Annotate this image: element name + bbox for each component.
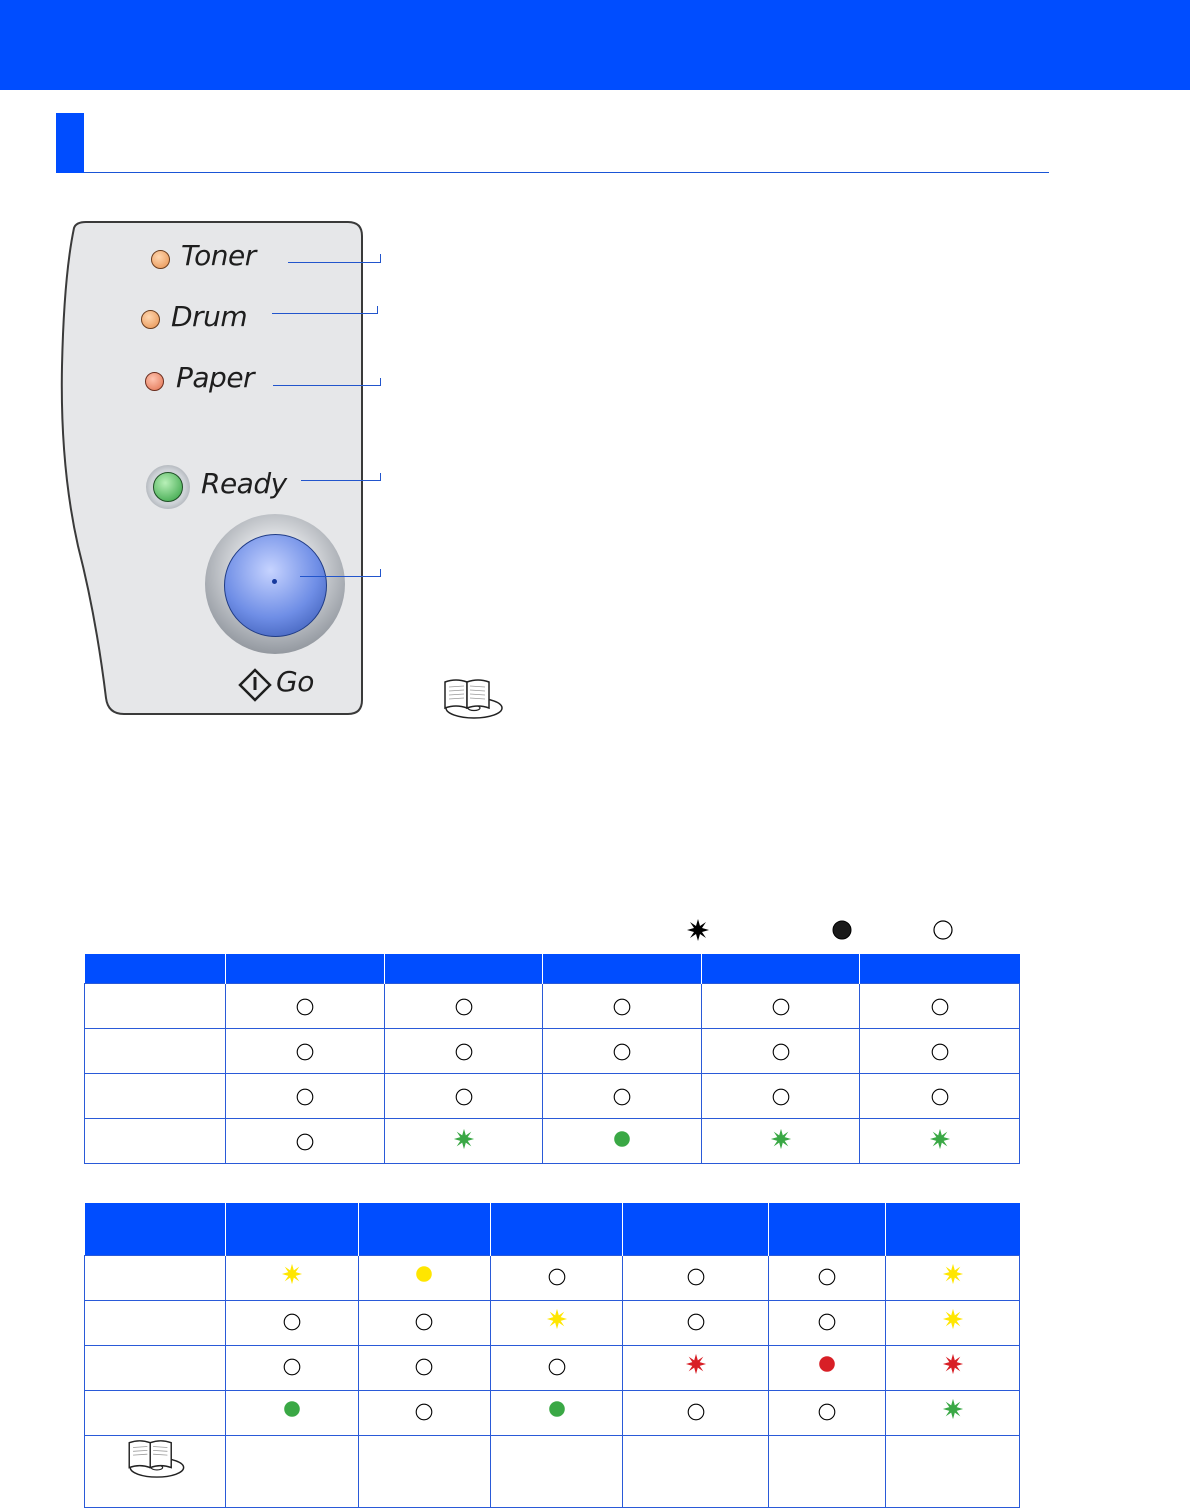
table1-state-cell [543, 983, 702, 1028]
table1-state-cell [384, 1073, 543, 1118]
table1-row [85, 983, 1020, 1028]
go-start-icon [238, 668, 272, 702]
led-blink-green-icon [453, 1128, 475, 1150]
table2-state-cell [225, 1390, 358, 1435]
table2-state-cell [358, 1390, 490, 1435]
table2-reference-row [85, 1435, 1020, 1507]
toner-led [151, 250, 170, 269]
led-off-icon [611, 1041, 633, 1063]
table2-header-cell [886, 1203, 1020, 1255]
table2-reference-cell [225, 1435, 358, 1507]
table2-row-label-cell [85, 1345, 226, 1390]
led-on-green-icon [611, 1128, 633, 1150]
go-button[interactable] [224, 534, 327, 637]
table1-state-cell [384, 1028, 543, 1073]
led-blink-green-icon [942, 1398, 964, 1420]
status-table-errors [84, 1203, 1020, 1508]
led-off-icon [281, 1311, 303, 1333]
table1-state-cell [384, 1118, 543, 1163]
table1-state-cell [860, 1118, 1020, 1163]
cd-manual-icon [124, 1437, 186, 1479]
led-on-green-icon [281, 1398, 303, 1420]
led-off-icon [453, 1086, 475, 1108]
table1-row [85, 1118, 1020, 1163]
led-off-icon [413, 1401, 435, 1423]
table2-header-cell [358, 1203, 490, 1255]
paper-label: Paper [176, 361, 255, 394]
led-off-icon [294, 1041, 316, 1063]
table1-row [85, 1073, 1020, 1118]
table2-state-cell [623, 1345, 769, 1390]
section-marker [56, 113, 84, 173]
table2-header-cell [225, 1203, 358, 1255]
led-off-icon [453, 996, 475, 1018]
blinking-star-icon [686, 918, 710, 942]
paper-leader-line [273, 385, 381, 386]
table2-state-cell [769, 1300, 886, 1345]
table1-header-cell [384, 954, 543, 983]
table2-state-cell [225, 1300, 358, 1345]
drum-led [141, 310, 160, 329]
table1-state-cell [860, 983, 1020, 1028]
table1-row [85, 1028, 1020, 1073]
table2-state-cell [623, 1390, 769, 1435]
table2-state-cell [769, 1390, 886, 1435]
led-off-icon [453, 1041, 475, 1063]
table2-header-cell [85, 1203, 226, 1255]
table1-header-cell [702, 954, 860, 983]
table2-state-cell [769, 1345, 886, 1390]
led-on-yellow-icon [413, 1263, 435, 1285]
table2-row [85, 1345, 1020, 1390]
table2-state-cell [769, 1255, 886, 1300]
cd-manual-icon [440, 676, 504, 720]
table1-state-cell [702, 1028, 860, 1073]
go-leader-tick [380, 569, 381, 577]
led-off-icon [931, 918, 955, 942]
table1-state-cell [860, 1028, 1020, 1073]
table2-row-label-cell [85, 1255, 226, 1300]
table2-state-cell [358, 1345, 490, 1390]
drum-leader-tick [377, 306, 378, 314]
ready-leader-line [301, 480, 381, 481]
table2-reference-icon-cell [85, 1435, 226, 1507]
table2-state-cell [490, 1255, 623, 1300]
table1-state-cell [702, 1118, 860, 1163]
drum-leader-line [272, 313, 378, 314]
table2-header-cell [490, 1203, 623, 1255]
led-off-icon [685, 1401, 707, 1423]
led-blink-red-icon [685, 1353, 707, 1375]
led-blink-yellow-icon [942, 1308, 964, 1330]
led-off-icon [294, 996, 316, 1018]
table1-header-cell [85, 954, 226, 983]
paper-led [145, 372, 164, 391]
table1-row-label-cell [85, 1073, 226, 1118]
led-off-icon [281, 1356, 303, 1378]
go-button-center [272, 579, 277, 584]
table2-row-label-cell [85, 1390, 226, 1435]
led-off-icon [770, 1041, 792, 1063]
toner-label: Toner [181, 239, 256, 272]
led-off-icon [770, 1086, 792, 1108]
table2-reference-cell [886, 1435, 1020, 1507]
table1-state-cell [225, 1073, 384, 1118]
led-blink-yellow-icon [546, 1308, 568, 1330]
led-off-icon [816, 1401, 838, 1423]
led-blink-yellow-icon [281, 1263, 303, 1285]
table2-state-cell [358, 1255, 490, 1300]
led-blink-green-icon [770, 1128, 792, 1150]
ready-leader-tick [380, 473, 381, 481]
table2-state-cell [886, 1255, 1020, 1300]
led-off-icon [929, 996, 951, 1018]
table2-row [85, 1255, 1020, 1300]
table1-header-cell [860, 954, 1020, 983]
led-off-icon [294, 1086, 316, 1108]
table2-state-cell [358, 1300, 490, 1345]
led-off-icon [816, 1311, 838, 1333]
table2-row-label-cell [85, 1300, 226, 1345]
go-leader-line [300, 576, 381, 577]
table2-state-cell [490, 1345, 623, 1390]
table1-state-cell [225, 1118, 384, 1163]
led-blink-green-icon [929, 1128, 951, 1150]
table1-header-cell [543, 954, 702, 983]
led-off-icon [816, 1266, 838, 1288]
table2-state-cell [886, 1390, 1020, 1435]
led-off-icon [546, 1266, 568, 1288]
toner-leader-line [288, 262, 381, 263]
table1-state-cell [702, 1073, 860, 1118]
ready-label: Ready [201, 467, 287, 500]
header-bar [0, 0, 1190, 90]
table1-state-cell [543, 1028, 702, 1073]
drum-label: Drum [171, 300, 248, 333]
led-off-icon [770, 996, 792, 1018]
table1-row-label-cell [85, 1118, 226, 1163]
table1-header-cell [225, 954, 384, 983]
table2-row [85, 1390, 1020, 1435]
led-off-icon [611, 996, 633, 1018]
table2-state-cell [623, 1255, 769, 1300]
table1-state-cell [543, 1118, 702, 1163]
table1-state-cell [702, 983, 860, 1028]
led-off-icon [611, 1086, 633, 1108]
section-divider [84, 172, 1049, 173]
table2-state-cell [225, 1345, 358, 1390]
led-on-red-icon [816, 1353, 838, 1375]
led-blink-yellow-icon [942, 1263, 964, 1285]
table2-state-cell [490, 1390, 623, 1435]
table2-state-cell [886, 1345, 1020, 1390]
go-label: Go [276, 665, 314, 698]
led-off-icon [685, 1311, 707, 1333]
table1-state-cell [225, 1028, 384, 1073]
table1-state-cell [225, 983, 384, 1028]
table2-header-cell [769, 1203, 886, 1255]
table2-state-cell [225, 1255, 358, 1300]
table2-reference-cell [769, 1435, 886, 1507]
table2-row [85, 1300, 1020, 1345]
table2-reference-cell [623, 1435, 769, 1507]
table1-state-cell [543, 1073, 702, 1118]
led-off-icon [929, 1041, 951, 1063]
table1-state-cell [860, 1073, 1020, 1118]
led-off-icon [294, 1131, 316, 1153]
table2-state-cell [623, 1300, 769, 1345]
table1-row-label-cell [85, 1028, 226, 1073]
table1-state-cell [384, 983, 543, 1028]
table2-header-cell [623, 1203, 769, 1255]
led-off-icon [685, 1266, 707, 1288]
paper-leader-tick [380, 378, 381, 386]
table1-row-label-cell [85, 983, 226, 1028]
table2-reference-cell [358, 1435, 490, 1507]
led-blink-red-icon [942, 1353, 964, 1375]
status-table-normal [84, 954, 1020, 1164]
led-off-icon [546, 1356, 568, 1378]
led-off-icon [413, 1311, 435, 1333]
led-on-green-icon [546, 1398, 568, 1420]
ready-led [153, 472, 183, 502]
table2-state-cell [490, 1300, 623, 1345]
led-on-icon [830, 918, 854, 942]
toner-leader-tick [380, 254, 381, 263]
table2-reference-cell [490, 1435, 623, 1507]
led-off-icon [413, 1356, 435, 1378]
table2-state-cell [886, 1300, 1020, 1345]
led-off-icon [929, 1086, 951, 1108]
